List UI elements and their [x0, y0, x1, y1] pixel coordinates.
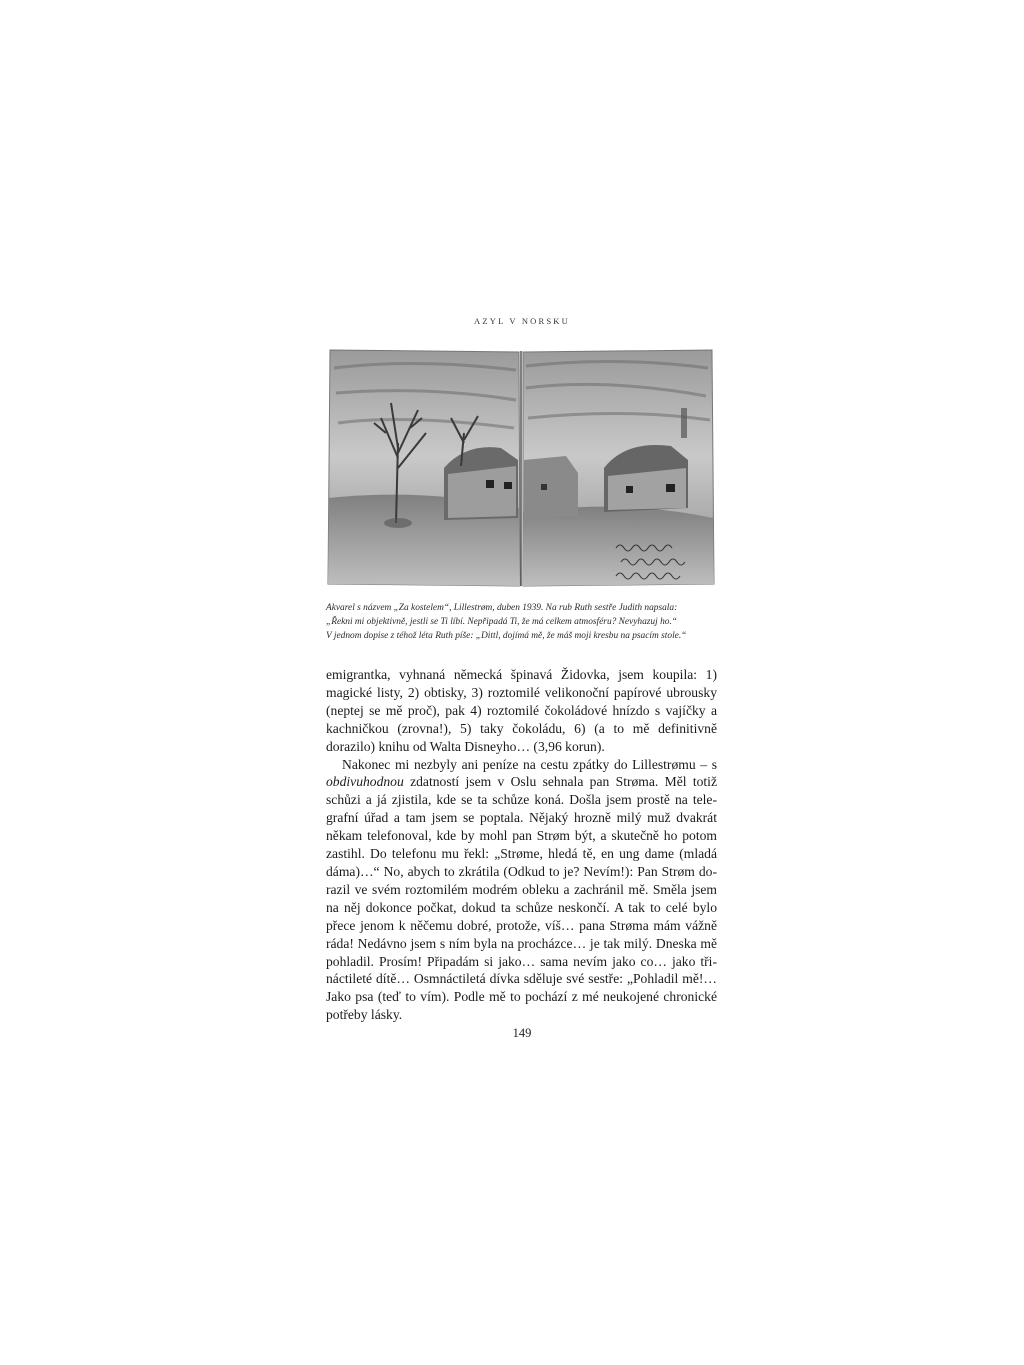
figure-caption	[326, 602, 726, 643]
page-number: 149	[512, 1026, 532, 1040]
caption-line-1: Akvarel s názvem „Za kostelem“, Lillestrøm, duben 1939. Na rub Ruth sestře Judith napsala:	[326, 603, 678, 613]
caption-line-3: V jednom dopise z téhož léta Ruth píše: „Dittl, dojímá mě, že máš moji kresbu na psacím stole.“	[326, 630, 687, 641]
emphasis-word: obdivuhodnou	[326, 774, 404, 790]
watercolor-illustration	[326, 348, 716, 588]
paragraph-2-start: Nakonec mi nezbyly ani peníze na cestu zpátky do Lillestrømu – s	[342, 756, 717, 772]
caption-line-2: „Řekni mi objektivně, jestli se Ti líbí. Nepřipadá Ti, že má celkem atmosféru? Nevyhazuj ho.“	[326, 616, 677, 627]
running-head: AZYL V NORSKU	[474, 316, 570, 326]
paragraph-2	[326, 756, 717, 1025]
paragraph-1: emigrantka, vyhnaná německá špinavá Židovka, jsem koupila: 1) magické listy, 2) obtisky, 3) roztomilé velikonoční papírové ubrousky (neptej se mě proč), pak 4) roztomilé čokoládové hnízdo s vajíčky a kachničkou (zrovna!), 5) taky čokoládu, 6) (a to mě definitivně dorazilo) knihu od Walta Disneyho… (3,96 korun).	[326, 667, 717, 754]
body-text	[326, 666, 717, 1024]
paragraph-2-rest: zdatností jsem v Oslu sehnala pan Strøma. Měl totiž schůzi a já zjistila, kde se ta schůze koná. Došla jsem prostě na telegrafní úřad a tam jsem se poptala. Nějaký hrozně milý muž dvakrát někam telefonoval, kde by mohl pan Strøm být, a skutečně ho potom zastihl. Do telefonu mu řekl: „Strøme, hledá tě, en ung dame (mladá dáma)…“ No, abych to zkrátila (Odkud to je? Nevím!): Pan Strøm dorazil ve svém roztomilém modrém obleku a zachránil mě. Směla jsem na něj dokonce počkat, dokud ta schůze neskončí. A tak to celé bylo přece jenom k něčemu dobré, protože, víš… pana Strøma mám vážně ráda! Nedávno jsem s ním byla na procházce… je tak milý. Dneska mě pohladil. Prosím! Připadám si jako… sama nevím jako co… jako třináctileté dítě… Osmnáctiletá dívka sděluje své sestře: „Pohladil mě!… Jako psa (teď to vím). Podle mě to pochází z mé neukojené chronické potřeby lásky.	[326, 774, 717, 1023]
